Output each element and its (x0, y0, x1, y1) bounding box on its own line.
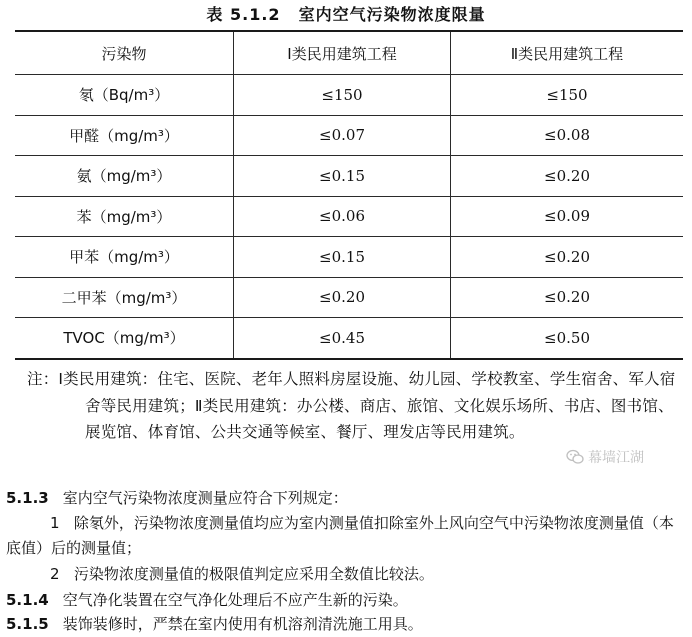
table-row (15, 115, 683, 156)
class-2-limit: ≤0.09 (451, 196, 684, 237)
table-row (15, 196, 683, 237)
header-pollutant: 污染物 (15, 31, 234, 75)
item-text: 污染物浓度测量值的极限值判定应采用全数值比较法。 (73, 565, 434, 583)
header-class-2: Ⅱ类民用建筑工程 (451, 31, 684, 75)
pollutant-name: 甲苯（mg/m³） (15, 237, 234, 278)
pollutant-name: 氡（Bq/m³） (15, 75, 234, 116)
watermark (566, 445, 686, 469)
pollutant-name: 氨（mg/m³） (15, 156, 234, 197)
section-5-1-4 (6, 588, 686, 613)
table-row (15, 277, 683, 318)
section-5-1-3-item-2 (6, 562, 686, 587)
class-1-limit: ≤0.15 (234, 156, 451, 197)
watermark-text: 幕墙江湖 (588, 450, 644, 466)
item-text: 除氡外，污染物浓度测量值均应为室内测量值扣除室外上风向空气中污染物浓度测量值（本底值）后的测量值； (6, 514, 674, 557)
table-header-row (15, 31, 683, 75)
pollutant-limit-table (15, 30, 683, 360)
class-1-limit: ≤0.06 (234, 196, 451, 237)
wechat-icon (566, 449, 584, 465)
class-1-limit: ≤0.20 (234, 277, 451, 318)
class-1-limit: ≤0.07 (234, 115, 451, 156)
table-row (15, 237, 683, 278)
class-1-limit: ≤0.15 (234, 237, 451, 278)
class-2-limit: ≤0.50 (451, 318, 684, 359)
table-caption (0, 2, 692, 25)
section-number: 5.1.4 (6, 591, 49, 609)
section-5-1-3 (6, 486, 686, 511)
section-number: 5.1.3 (6, 489, 49, 507)
table-row (15, 156, 683, 197)
header-class-1: Ⅰ类民用建筑工程 (234, 31, 451, 75)
section-text: 室内空气污染物浓度测量应符合下列规定： (62, 489, 348, 507)
pollutant-name: 苯（mg/m³） (15, 196, 234, 237)
class-2-limit: ≤0.20 (451, 277, 684, 318)
table-row (15, 318, 683, 359)
section-text: 空气净化装置在空气净化处理后不应产生新的污染。 (62, 591, 408, 609)
table-number: 表 5.1.2 (206, 5, 281, 24)
table-row (15, 75, 683, 116)
class-2-limit: ≤0.20 (451, 237, 684, 278)
section-text: 装饰装修时，严禁在室内使用有机溶剂清洗施工用具。 (62, 615, 423, 633)
class-2-limit: ≤0.20 (451, 156, 684, 197)
pollutant-name: 二甲苯（mg/m³） (15, 277, 234, 318)
table-note-text: 注：Ⅰ类民用建筑：住宅、医院、老年人照料房屋设施、幼儿园、学校教室、学生宿舍、军人宿舍等民用建筑；Ⅱ类民用建筑：办公楼、商店、旅馆、文化娱乐场所、书店、图书馆、展览馆、体育馆、公共交通等候室、餐厅、理发店等民用建筑。 (27, 370, 676, 441)
section-5-1-3-item-1 (6, 511, 686, 561)
pollutant-name: TVOC（mg/m³） (15, 318, 234, 359)
class-2-limit: ≤0.08 (451, 115, 684, 156)
class-2-limit: ≤150 (451, 75, 684, 116)
class-1-limit: ≤0.45 (234, 318, 451, 359)
pollutant-name: 甲醛（mg/m³） (15, 115, 234, 156)
section-number: 5.1.5 (6, 615, 49, 633)
table-title: 室内空气污染物浓度限量 (298, 5, 486, 24)
item-number: 2 (50, 565, 60, 583)
class-1-limit: ≤150 (234, 75, 451, 116)
section-5-1-5 (6, 612, 686, 637)
item-number: 1 (50, 514, 60, 532)
table-note (27, 366, 683, 446)
